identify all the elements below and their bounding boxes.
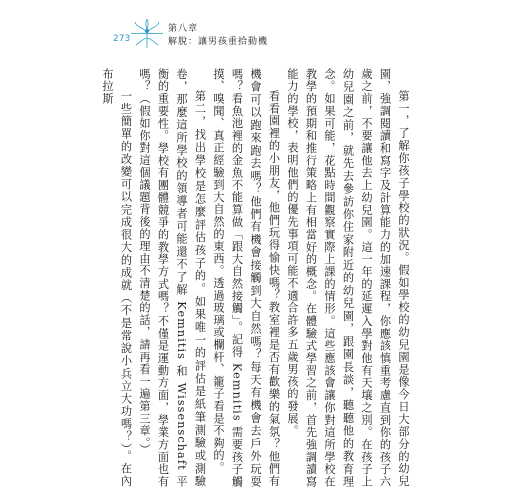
page-number: 273 bbox=[113, 34, 131, 44]
paragraph: 看看園裡的小朋友，他們玩得愉快嗎？教室裡是否有歡樂的氣氛？他們有機會可以跑來跑去嗎？他們有機會接觸到大自然嗎？每天有機會去戶外玩耍嗎？看魚池裡的金魚不能算做「跟大自然接觸」。記得 Kemnitis 需要孩子觸摸、嗅聞、真正經驗到大自然的東西。透過玻璃或欄杆、籠子看是不夠的。 bbox=[212, 68, 281, 488]
chapter-title: 第八章 bbox=[168, 24, 199, 34]
page-header bbox=[0, 0, 520, 50]
chapter-subtitle: 解脫：讓男孩重拾動機 bbox=[168, 37, 269, 47]
body-text bbox=[101, 68, 412, 488]
paragraph: 一些簡單的改變可以完成很大的成就（不是常說小兵立大功嗎？）。在內布拉斯 bbox=[101, 68, 133, 488]
paragraph: 第一，了解你孩子學校的狀況。假如學校的幼兒園是像今日大部分的幼兒園，強調閱讀和寫字及計算能力的加速課程，你應該慎重考慮直到你的孩子六歲之前，不要讓他去上幼兒園。這一年的延遲入學對他有天壤之別。在孩子上幼兒園之前，就先去參訪你住家附近的幼兒園，跟園長談，聽聽他的教育理念。如果可能，花點時間觀察實際上課的情形。這些應該會讓你對這所學校在教學的預期和推行策略上有相當好的概念。在體驗式學習之前，首先強調讀寫能力的學校，表明他們的優先事項可能不適合許多五歲男孩的發展。 bbox=[286, 68, 410, 488]
flower-icon bbox=[127, 18, 167, 52]
paragraph: 第二，找出學校是怎麼評估孩子的。如果唯一的評估是紙筆測驗或測驗卷，那麼這所學校的領導者可能還不了解 Kemnitis 和 Wissenschaft 平衡的重要性。學校有團體競爭的教學方式嗎？不僅是運動方面，學業方面也有嗎？（假如你對這個議題背後的理由不清楚的話，請再看一遍第三章。） bbox=[138, 68, 207, 488]
